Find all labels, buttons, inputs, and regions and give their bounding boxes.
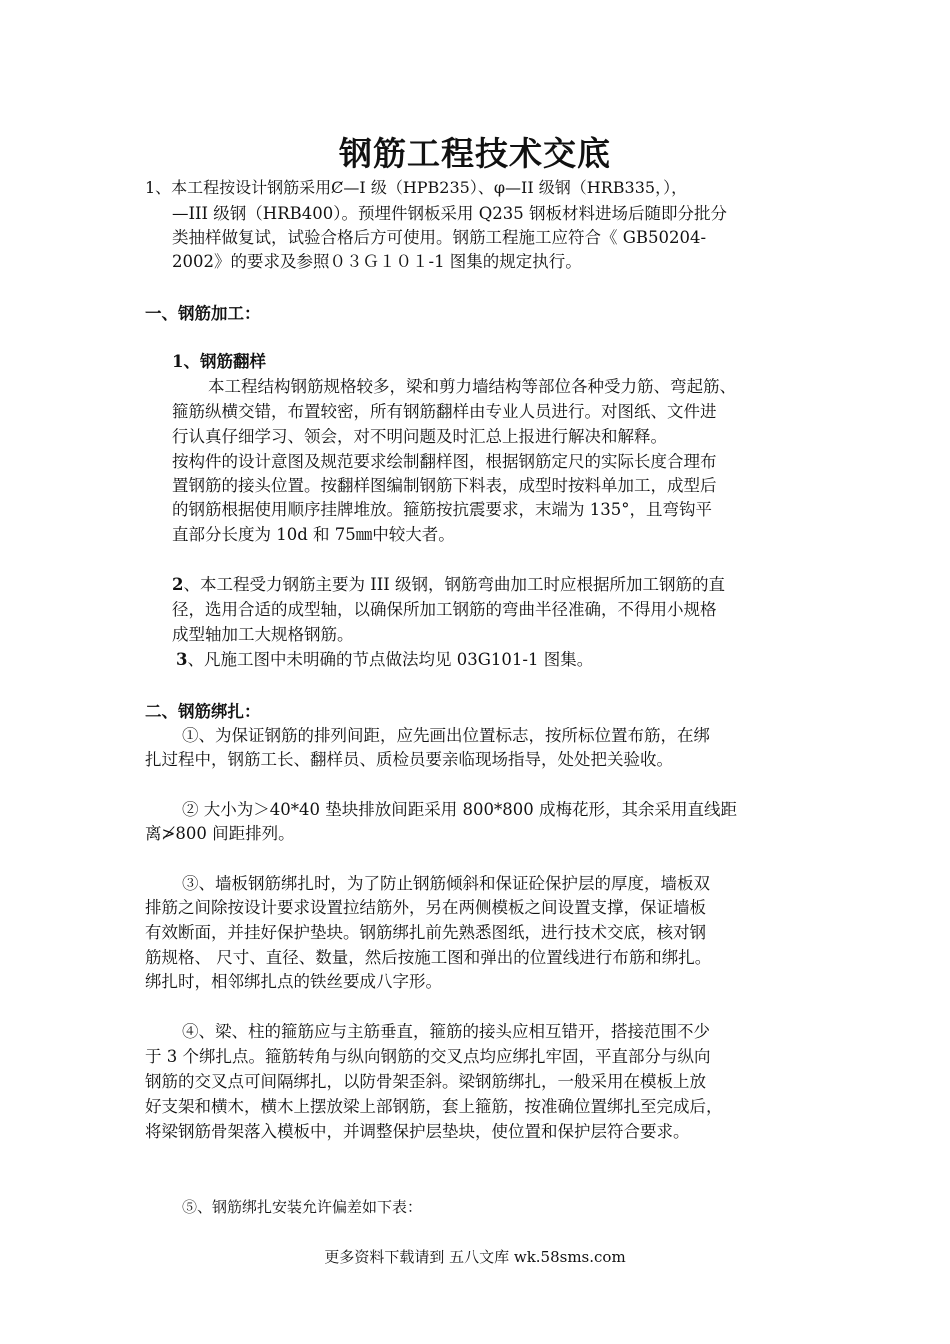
paragraph-line: 按构件的设计意图及规范要求绘制翻样图，根据钢筋定尺的实际长度合理布 <box>172 452 717 471</box>
paragraph-line: 成型轴加工大规格钢筋。 <box>172 625 354 644</box>
paragraph-line: 箍筋纵横交错，布置较密，所有钢筋翻样由专业人员进行。对图纸、文件进 <box>172 402 717 421</box>
paragraph-line: 扎过程中，钢筋工长、翻样员、质检员要亲临现场指导，处处把关验收。 <box>145 750 673 769</box>
paragraph-line: 排筋之间除按设计要求设置拉结筋外，另在两侧模板之间设置支撑，保证墙板 <box>145 898 706 917</box>
paragraph-line: 直部分长度为 10d 和 75㎜中较大者。 <box>172 525 455 544</box>
subheading-rebar-layout: 1、钢筋翻样 <box>172 352 266 371</box>
paragraph-line: 离≯800 间距排列。 <box>145 824 295 843</box>
item-number: 2 <box>172 575 184 594</box>
paragraph-line: 的钢筋根据使用顺序挂牌堆放。箍筋按抗震要求，末端为 135°，且弯钩平 <box>172 500 712 519</box>
paragraph-line: 有效断面，并挂好保护垫块。钢筋绑扎前先熟悉图纸，进行技术交底，核对钢 <box>145 923 706 942</box>
paragraph-line: 好支架和横木，横木上摆放梁上部钢筋，套上箍筋，按准确位置绑扎至完成后， <box>145 1097 723 1116</box>
document-title: 钢筋工程技术交底 <box>339 134 611 173</box>
paragraph-line: 行认真仔细学习、领会，对不明问题及时汇总上报进行解决和解释。 <box>172 427 667 446</box>
paragraph-line: 3、凡施工图中未明确的节点做法均见 03G101-1 图集。 <box>176 650 594 669</box>
paragraph-line: 本工程结构钢筋规格较多，梁和剪力墙结构等部位各种受力筋、弯起筋、 <box>208 377 736 396</box>
paragraph-line: 2、本工程受力钢筋主要为 III 级钢，钢筋弯曲加工时应根据所加工钢筋的直 <box>172 575 726 594</box>
intro-line-1: 1、本工程按设计钢筋采用Ȼ—I 级（HPB235）、φ—II 级钢（HRB335，）， <box>145 178 688 197</box>
paragraph-line: ⑤、钢筋绑扎安装允许偏差如下表： <box>182 1198 423 1216</box>
paragraph-line: ①、为保证钢筋的排列间距，应先画出位置标志，按所标位置布筋，在绑 <box>182 726 710 745</box>
intro-line-3: 类抽样做复试，试验合格后方可使用。钢筋工程施工应符合《 GB50204- <box>172 228 707 247</box>
paragraph-line: ③、墙板钢筋绑扎时，为了防止钢筋倾斜和保证砼保护层的厚度，墙板双 <box>182 874 710 893</box>
paragraph-line: 置钢筋的接头位置。按翻样图编制钢筋下料表，成型时按料单加工，成型后 <box>172 476 717 495</box>
paragraph-line: 钢筋的交叉点可间隔绑扎，以防骨架歪斜。梁钢筋绑扎，一般采用在模板上放 <box>145 1072 706 1091</box>
footer-text: 更多资料下载请到 五八文库 wk.58sms.com <box>324 1248 626 1266</box>
intro-line-2: —III 级钢（HRB400）。预埋件钢板采用 Q235 钢板材料进场后随即分批分 <box>172 204 727 223</box>
paragraph-line: ④、梁、柱的箍筋应与主筋垂直，箍筋的接头应相互错开，搭接范围不少 <box>182 1022 710 1041</box>
section-heading-processing: 一、钢筋加工： <box>145 304 261 323</box>
intro-line-4: 2002》的要求及参照０３Ｇ１０１-1 图集的规定执行。 <box>172 252 582 271</box>
paragraph-line: 绑扎时，相邻绑扎点的铁丝要成八字形。 <box>145 972 442 991</box>
paragraph-line: 筋规格、 尺寸、直径、数量，然后按施工图和弹出的位置线进行布筋和绑扎。 <box>145 948 712 967</box>
paragraph-line: ② 大小为＞40*40 垫块排放间距采用 800*800 成梅花形，其余采用直线距 <box>182 800 737 819</box>
section-heading-binding: 二、钢筋绑扎： <box>145 702 261 721</box>
paragraph-line: 将梁钢筋骨架落入模板中，并调整保护层垫块，使位置和保护层符合要求。 <box>145 1122 690 1141</box>
item-number: 3 <box>176 650 188 669</box>
paragraph-line: 于 3 个绑扎点。箍筋转角与纵向钢筋的交叉点均应绑扎牢固，平直部分与纵向 <box>145 1047 711 1066</box>
paragraph-line: 径，选用合适的成型轴，以确保所加工钢筋的弯曲半径准确，不得用小规格 <box>172 600 717 619</box>
